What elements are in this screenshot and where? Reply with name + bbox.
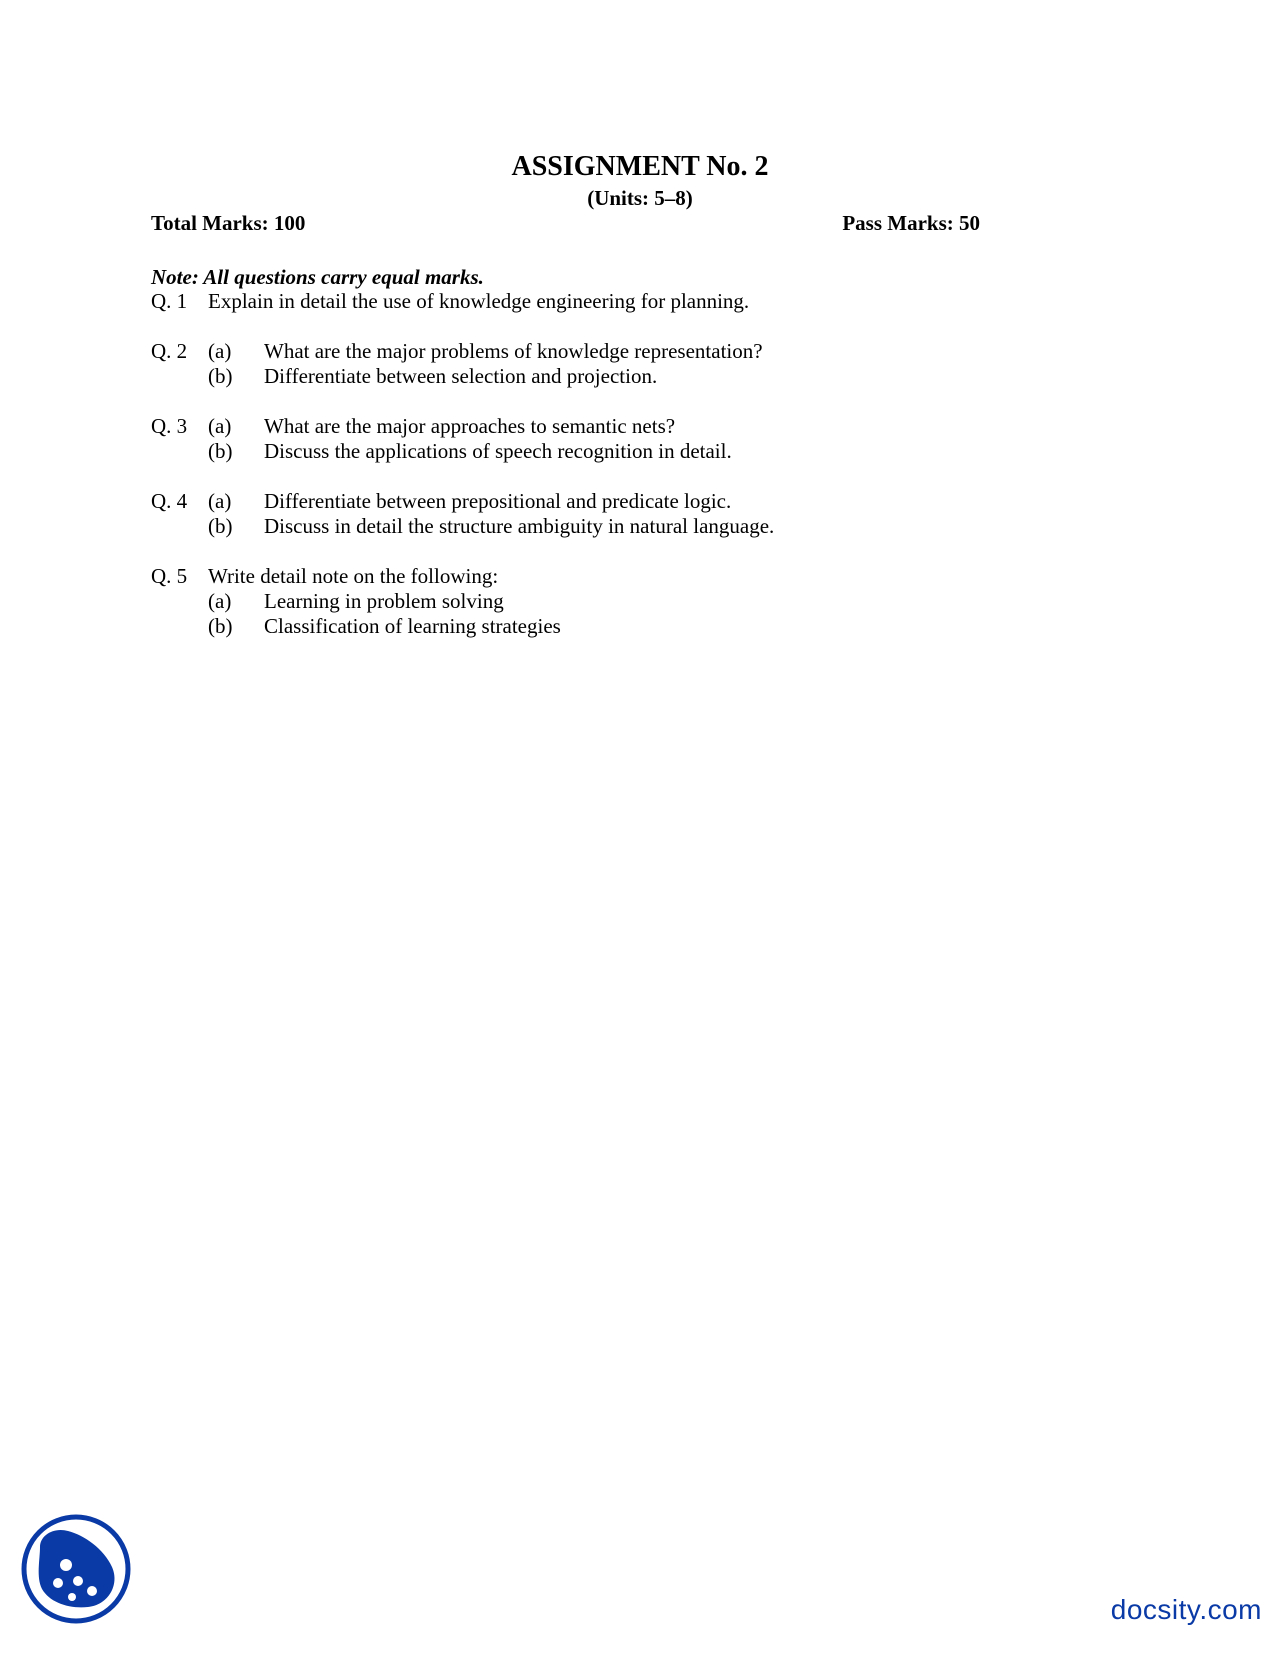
part-label: (b) (208, 514, 233, 538)
part-text: Discuss the applications of speech recognition in detail. (264, 439, 732, 463)
pass-marks: Pass Marks: 50 (842, 211, 980, 235)
question-text: Write detail note on the following: (208, 564, 499, 588)
question-number: Q. 1 (151, 289, 188, 313)
part-text: What are the major approaches to semantic nets? (264, 414, 676, 438)
total-marks: Total Marks: 100 (151, 211, 306, 235)
part-text: Learning in problem solving (264, 589, 504, 613)
question-number: Q. 5 (151, 564, 188, 588)
part-text: Classification of learning strategies (264, 614, 561, 638)
part-label: (a) (208, 489, 232, 513)
part-label: (b) (208, 439, 233, 463)
part-label: (a) (208, 589, 232, 613)
part-text: What are the major problems of knowledge representation? (264, 339, 763, 363)
units-subtitle: (Units: 5–8) (587, 186, 693, 210)
part-label: (b) (208, 614, 233, 638)
question-number: Q. 2 (151, 339, 188, 363)
part-text: Differentiate between prepositional and predicate logic. (264, 489, 732, 513)
assignment-title: ASSIGNMENT No. 2 (511, 151, 769, 182)
part-text: Differentiate between selection and projection. (264, 364, 658, 388)
part-text: Discuss in detail the structure ambiguity in natural language. (264, 514, 775, 538)
docsity-brand-link[interactable]: docsity.com (1110, 1594, 1262, 1625)
docsity-logo-icon[interactable] (20, 1513, 132, 1625)
note: Note: All questions carry equal marks. (151, 265, 484, 289)
question-number: Q. 4 (151, 489, 188, 513)
part-label: (a) (208, 339, 232, 363)
question-text: Explain in detail the use of knowledge engineering for planning. (208, 289, 750, 313)
part-label: (a) (208, 414, 232, 438)
part-label: (b) (208, 364, 233, 388)
question-number: Q. 3 (151, 414, 188, 438)
